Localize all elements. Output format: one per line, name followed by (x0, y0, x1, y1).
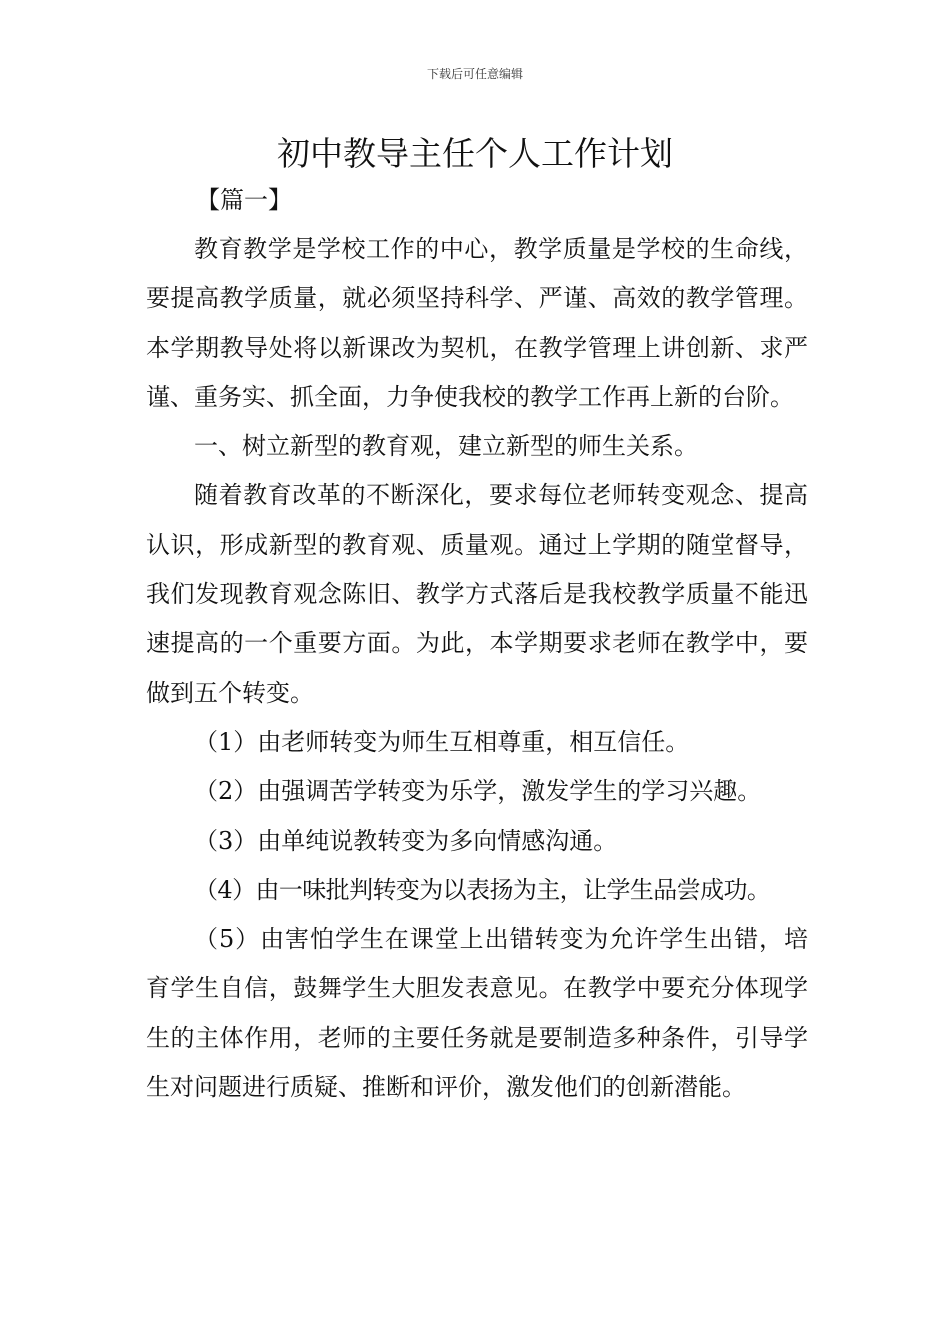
page-title: 初中教导主任个人工作计划 (277, 134, 673, 173)
list-item: （4）由一味批判转变为以表扬为主，让学生品尝成功。 (194, 875, 771, 904)
paragraph-intro: 教育教学是学校工作的中心，教学质量是学校的生命线，要提高教学质量，就必须坚持科学、严谨、高效的教学管理。本学期教导处将以新课改为契机，在教学管理上讲创新、求严谨、重务实、抓全面，力争使我校的教学工作再上新的台阶。 (146, 235, 808, 411)
list-item: （1）由老师转变为师生互相尊重，相互信任。 (194, 727, 690, 756)
paragraph-reform: 随着教育改革的不断深化，要求每位老师转变观念、提高认识，形成新型的教育观、质量观。通过上学期的随堂督导，我们发现教育观念陈旧、教学方式落后是我校教学质量不能迅速提高的一个重要方面。为此，本学期要求老师在教学中，要做到五个转变。 (146, 481, 808, 707)
header-note: 下载后可任意编辑 (426, 67, 523, 81)
document-body (146, 225, 808, 1112)
paragraph-heading-one: 一、树立新型的教育观，建立新型的师生关系。 (194, 432, 698, 461)
list-item: （5）由害怕学生在课堂上出错转变为允许学生出错，培育学生自信，鼓舞学生大胆发表意见。在教学中要充分体现学生的主体作用，老师的主要任务就是要制造多种条件，引导学生对问题进行质疑、推断和评价，激发他们的创新潜能。 (146, 925, 808, 1102)
section-tag: 【篇一】 (196, 186, 292, 214)
list-item: （2）由强调苦学转变为乐学，激发学生的学习兴趣。 (194, 777, 762, 806)
list-item: （3）由单纯说教转变为多向情感沟通。 (194, 826, 618, 855)
